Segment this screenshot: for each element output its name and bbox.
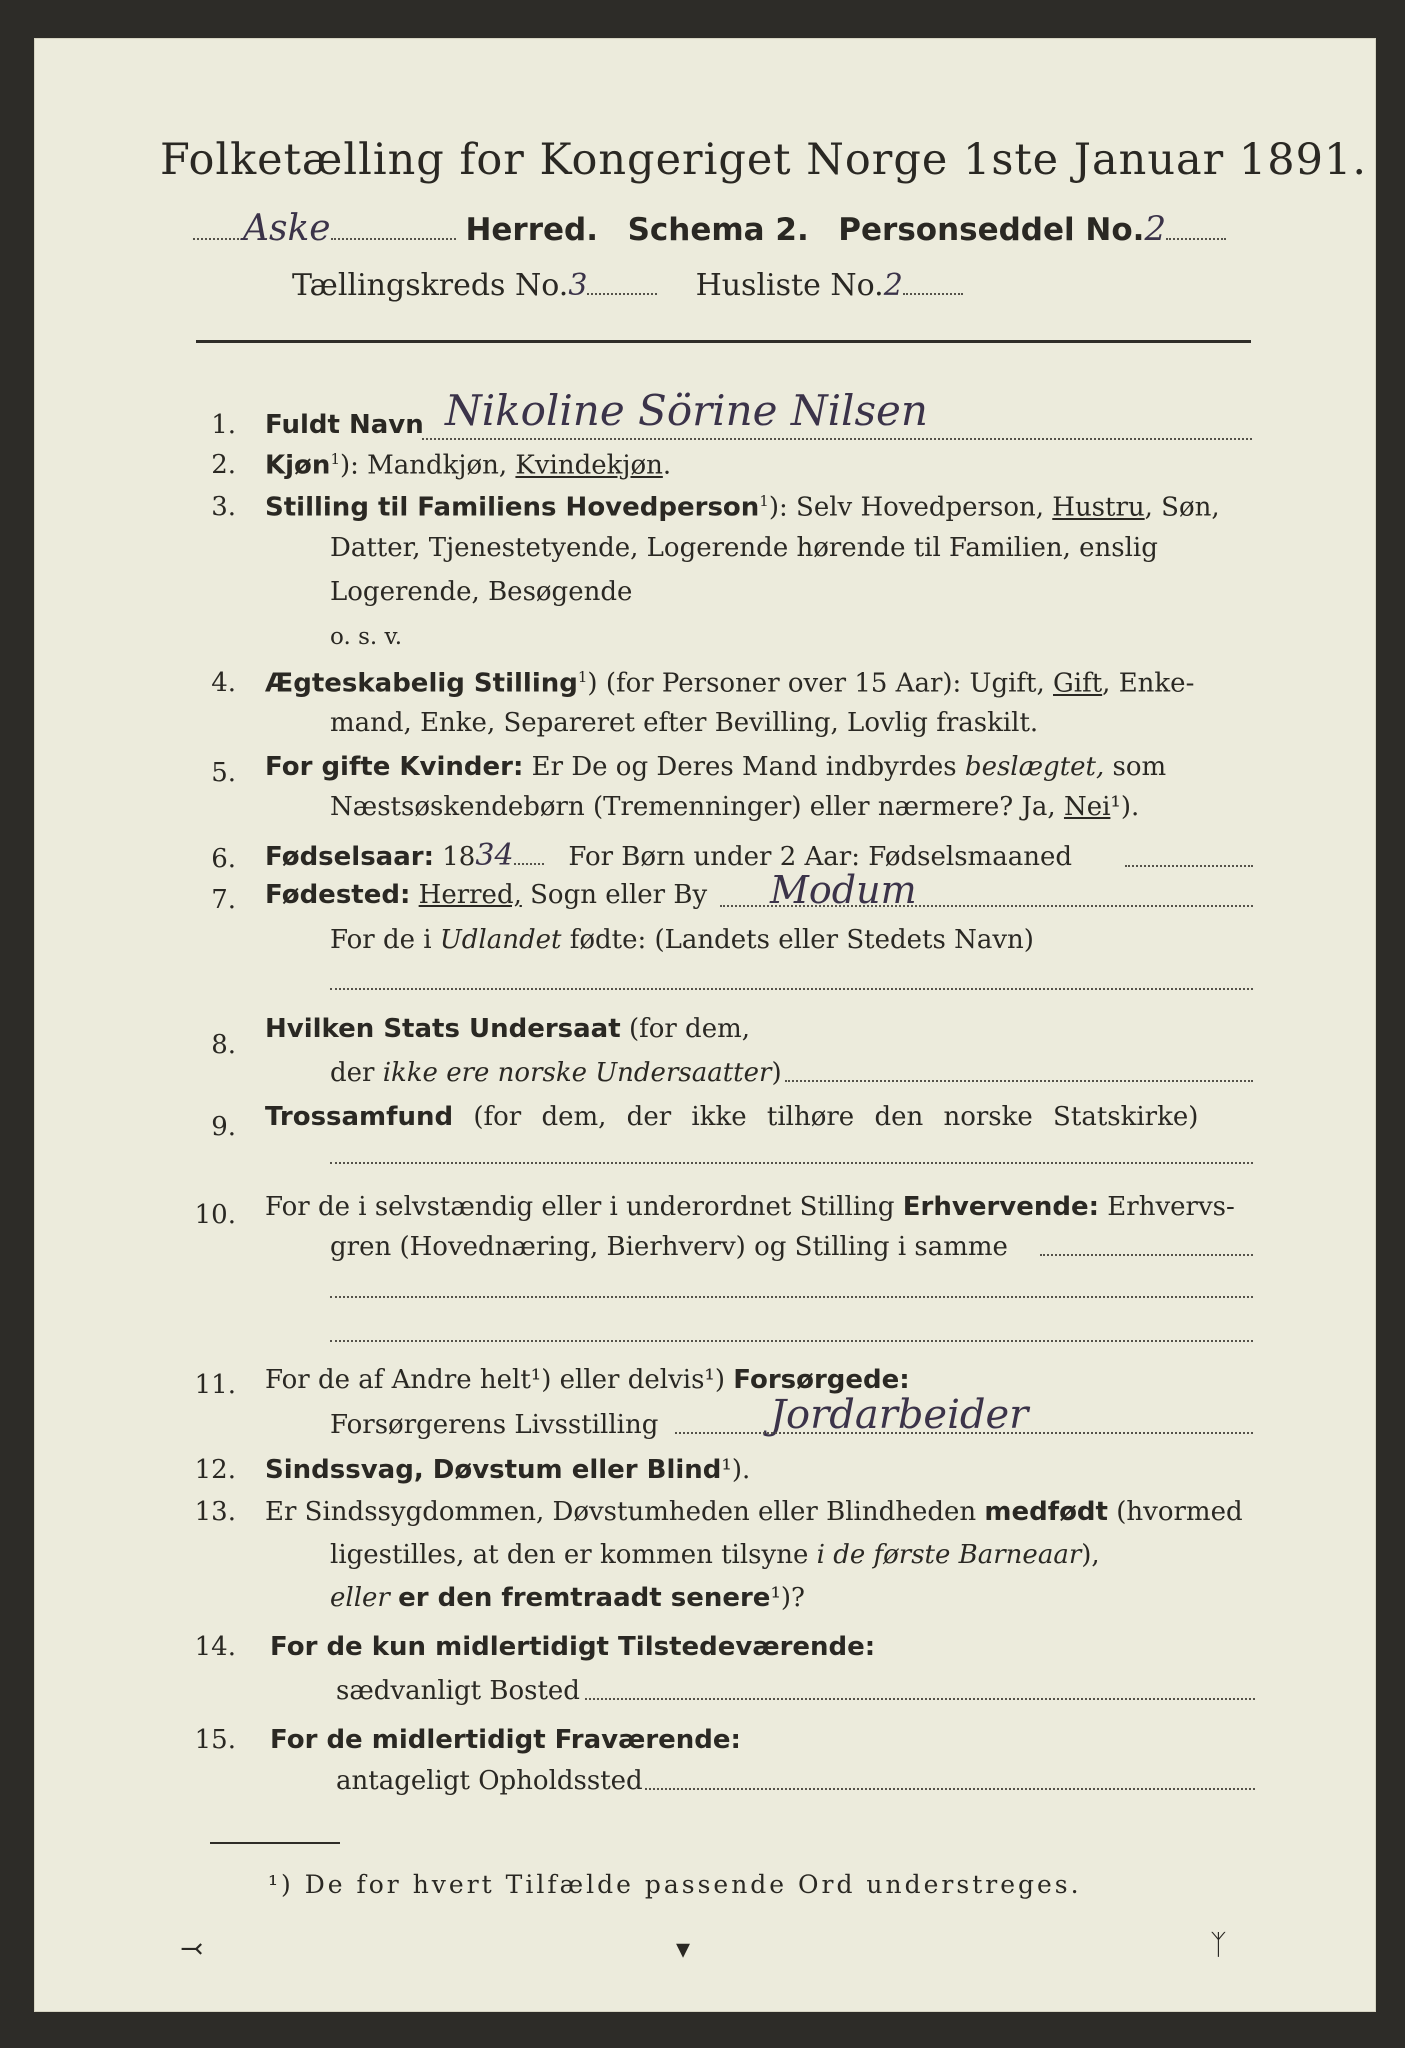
q13-line3-a: eller	[330, 1583, 390, 1613]
kreds-no: 3	[568, 268, 588, 303]
q10-line1-a: For de i selvstændig eller i underordnet Stilling	[265, 1192, 895, 1222]
q5-line1	[265, 752, 1166, 782]
q8-number: 8.	[211, 1030, 236, 1060]
q14-number: 14.	[194, 1632, 236, 1662]
q5-line2-b: ¹).	[1110, 792, 1140, 822]
q3-line1-b: , Søn,	[1144, 492, 1220, 523]
q13-italic: i de første Barneaar	[816, 1540, 1082, 1570]
q8-italic: ikke ere norske Undersaatter	[382, 1058, 772, 1088]
header-rule	[196, 340, 1251, 343]
husliste-no: 2	[883, 268, 903, 303]
q11-line2: Forsørgerens Livsstilling	[330, 1410, 659, 1440]
q6-label: Fødselsaar:	[265, 842, 434, 872]
q8-line2-a: der	[330, 1058, 375, 1088]
q5-number: 5.	[211, 758, 236, 788]
q2-text-a: ): Mandkjøn,	[339, 450, 508, 481]
q7-line2-b: fødte: (Landets eller Stedets Navn)	[569, 925, 1034, 955]
q15-number: 15.	[194, 1725, 236, 1755]
q11-line1	[265, 1365, 910, 1395]
q7-number: 7.	[211, 885, 236, 915]
q13-line1	[265, 1497, 1243, 1527]
q1-number: 1.	[211, 410, 236, 440]
q5-line2-a: Næstsøskendebørn (Tremenninger) eller nærmere? Ja,	[330, 792, 1056, 822]
q3-sup: 1	[759, 492, 769, 510]
footnote-rule	[210, 1842, 340, 1844]
tick-mark-left: ⤙	[180, 1932, 204, 1965]
q11-number: 11.	[194, 1370, 236, 1400]
q8-line1-text: (for dem,	[628, 1014, 750, 1044]
q12-line	[265, 1455, 750, 1485]
q9-text: (for dem, der ikke tilhøre den norske Statskirke)	[473, 1102, 1199, 1132]
q6-line	[265, 838, 1072, 873]
personseddel-label: Personseddel No.	[838, 212, 1145, 248]
tick-mark-right: ᛉ	[1210, 1928, 1227, 1961]
q4-label: Ægteskabelig Stilling	[265, 668, 578, 699]
q3-line3: Logerende, Besøgende	[330, 577, 633, 607]
q9-label: Trossamfund	[265, 1102, 454, 1132]
q1-fill-line	[422, 438, 1252, 440]
q10-line1	[265, 1192, 1235, 1222]
q2-number: 2.	[211, 450, 236, 480]
q9-blank-line	[330, 1162, 1253, 1164]
q12-text: ¹).	[721, 1455, 751, 1485]
q14-line2: sædvanligt Bosted	[336, 1676, 580, 1706]
q15-label: For de midlertidigt Fraværende:	[270, 1725, 741, 1755]
q7-value: Modum	[770, 868, 917, 912]
q4-underlined: Gift	[1053, 668, 1103, 699]
herred-name: Aske	[243, 208, 331, 249]
q6-value: 34	[475, 838, 514, 873]
q11-line1-text: For de af Andre helt¹) eller delvis¹)	[265, 1365, 725, 1395]
q6-prefix: 18	[442, 842, 476, 872]
q3-line1-a: ): Selv Hovedperson,	[768, 492, 1044, 523]
q2-label: Kjøn	[265, 450, 331, 481]
kreds-line	[292, 268, 963, 303]
q10-blank-line-2	[330, 1340, 1253, 1342]
q13-label2: er den fremtraadt senere	[398, 1583, 771, 1613]
q4-line2: mand, Enke, Separeret efter Bevilling, Lovlig fraskilt.	[330, 708, 1039, 738]
kreds-label: Tællingskreds No.	[292, 268, 569, 303]
q8-line2	[330, 1058, 782, 1088]
q5-italic: beslægtet,	[964, 752, 1105, 782]
q4-line1	[265, 668, 1194, 699]
q13-label: medfødt	[984, 1497, 1108, 1527]
q5-line2	[330, 792, 1139, 822]
q10-fill-line	[1040, 1254, 1253, 1256]
husliste-label: Husliste No.	[695, 268, 884, 303]
q10-blank-line-1	[330, 1296, 1253, 1298]
q14-label: For de kun midlertidigt Tilstedeværende:	[270, 1632, 876, 1662]
q13-line2-a: ligestilles, at den er kommen tilsyne	[330, 1540, 809, 1570]
tick-mark-center: ▾	[676, 1932, 691, 1965]
q2-underlined: Kvindekjøn	[515, 450, 663, 481]
q1-value: Nikoline Sörine Nilsen	[445, 386, 928, 435]
q1-label: Fuldt Navn	[265, 410, 424, 440]
q4-sup: 1	[577, 668, 588, 686]
q13-line2-b: ),	[1081, 1540, 1100, 1570]
q11-label: Forsørgede:	[733, 1365, 910, 1395]
q7-underlined: Herred,	[418, 880, 522, 910]
q6-number: 6.	[211, 844, 236, 874]
q11-value: Jordarbeider	[770, 1392, 1029, 1438]
q4-line1-b: , Enke-	[1102, 668, 1195, 699]
q7-line1	[265, 880, 707, 910]
form-title: Folketælling for Kongeriget Norge 1ste Januar 1891.	[160, 135, 1368, 185]
q5-label: For gifte Kvinder:	[265, 752, 524, 782]
q15-fill-line	[645, 1788, 1255, 1790]
q7-blank-line	[330, 988, 1253, 990]
q2-text-b: .	[662, 450, 672, 481]
q13-line3-b: ¹)?	[770, 1583, 805, 1613]
q3-number: 3.	[211, 492, 236, 522]
q12-label: Sindssvag, Døvstum eller Blind	[265, 1455, 722, 1485]
q4-number: 4.	[211, 668, 236, 698]
q6-text: For Børn under 2 Aar: Fødselsmaaned	[568, 842, 1072, 872]
q7-italic: Udlandet	[439, 925, 562, 955]
q7-line2-a: For de i	[330, 925, 432, 955]
q13-line1-a: Er Sindssygdommen, Døvstumheden eller Blindheden	[265, 1497, 977, 1527]
q3-underlined: Hustru	[1052, 492, 1145, 523]
q3-line4: o. s. v.	[330, 624, 403, 650]
q10-line1-b: Erhvervs-	[1107, 1192, 1235, 1222]
herred-line	[193, 208, 1226, 249]
personseddel-no: 2	[1144, 209, 1167, 249]
q7-fill-line	[720, 905, 1253, 907]
q14-fill-line	[585, 1698, 1255, 1700]
q2-sup: 1	[330, 450, 340, 468]
q13-line3	[330, 1583, 805, 1613]
q7-text: Sogn eller By	[530, 880, 708, 910]
q7-label: Fødested:	[265, 880, 411, 910]
q10-number: 10.	[194, 1200, 236, 1230]
q3-line2: Datter, Tjenestetyende, Logerende hørende til Familien, enslig	[330, 533, 1158, 563]
q7-line2	[330, 925, 1034, 955]
q8-line2-b: )	[771, 1058, 782, 1088]
q5-line1-b: som	[1112, 752, 1167, 782]
q2-text	[265, 450, 671, 481]
q5-underlined: Nei	[1063, 792, 1111, 822]
q9-number: 9.	[211, 1112, 236, 1142]
q13-line1-b: (hvormed	[1116, 1497, 1243, 1527]
q13-line2	[330, 1540, 1100, 1570]
footnote: ¹) De for hvert Tilfælde passende Ord understreges.	[268, 1870, 1082, 1899]
q10-line2: gren (Hovednæring, Bierhverv) og Stilling i samme	[330, 1232, 1008, 1262]
q8-line1	[265, 1014, 750, 1044]
q11-fill-line	[675, 1432, 1253, 1434]
q15-line2: antageligt Opholdssted	[336, 1766, 643, 1796]
herred-label: Herred.	[465, 212, 598, 248]
q6-fill-line	[1125, 865, 1253, 867]
q8-label: Hvilken Stats Undersaat	[265, 1014, 621, 1044]
q3-line1	[265, 492, 1220, 523]
q10-label: Erhvervende:	[902, 1192, 1100, 1222]
q9-line	[265, 1102, 1198, 1132]
q4-line1-a: ) (for Personer over 15 Aar): Ugift,	[587, 668, 1045, 699]
q3-label: Stilling til Familiens Hovedperson	[265, 492, 760, 523]
q12-number: 12.	[194, 1455, 236, 1485]
q13-number: 13.	[194, 1497, 236, 1527]
q8-fill-line	[785, 1080, 1253, 1082]
schema-label: Schema 2.	[627, 212, 809, 248]
q5-line1-a: Er De og Deres Mand indbyrdes	[531, 752, 957, 782]
